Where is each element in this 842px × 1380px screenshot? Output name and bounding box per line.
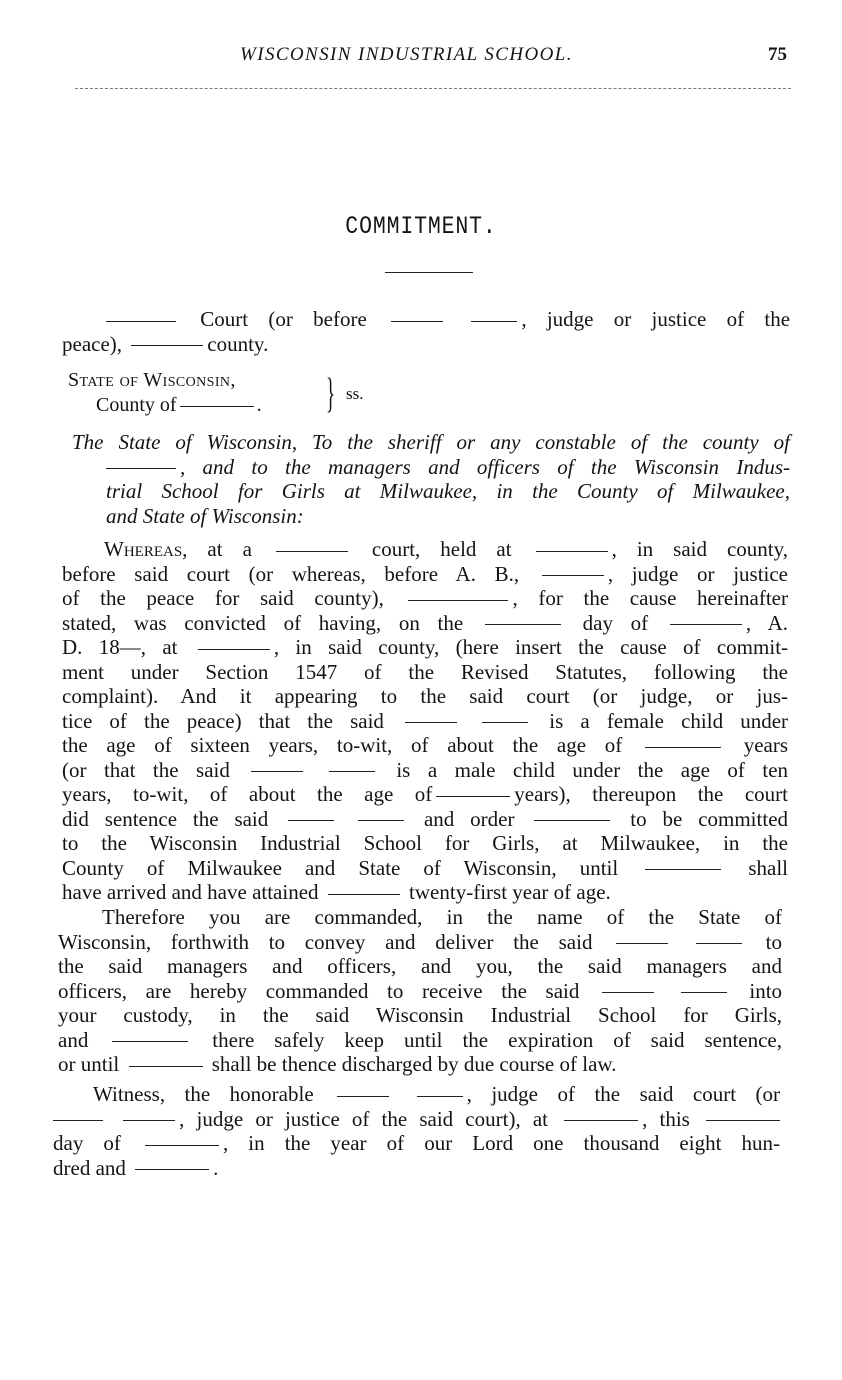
address-line: trial School for Girls at Milwaukee, in the County of Milwaukee, [106, 479, 790, 503]
blank-line [131, 345, 203, 346]
blank-line [482, 722, 528, 723]
running-title: WISCONSIN INDUSTRIAL SCHOOL. [240, 44, 573, 65]
blank-line [405, 722, 457, 723]
blank-line [129, 1066, 203, 1067]
header-rule [75, 88, 791, 89]
paragraph-whereas: Whereas, at a court, held at , in said county, before said court (or whereas, before A. B., , judge or justice of the peace for said county), , for the cause hereinafter stated, was convicted of having, on the day of , A. D. 18—, at , in said county, (here insert the cause of commit- ment under Section 1547 of the Revised Statutes, following the complaint). And it appearing to the said court (or judge, or jus- tice of the peace) that the said is a female child under the age of sixteen years, to-wit, of about the age of years (or that the said is a male child under the age of ten years, to-wit, of about the age of years), thereupon the court did sentence the said and order to be committed to the Wisconsin Industrial School for Girls, at Milwaukee, in the County of Milwaukee and State of Wisconsin, until shall have arrived and have attained twenty-first year of age. [62, 537, 789, 904]
brace: } [326, 371, 336, 417]
blank-line [135, 1169, 209, 1170]
blank-line [198, 649, 270, 650]
blank-line [536, 551, 608, 552]
address-line: and State of Wisconsin: [106, 503, 304, 528]
blank-line [436, 796, 510, 797]
blank-line [706, 1120, 780, 1121]
blank-line [358, 820, 404, 821]
blank-line [180, 406, 254, 407]
address-line: , and to the managers and officers of the Wisconsin Indus- [72, 455, 790, 480]
blank-line [408, 600, 508, 601]
blank-line [106, 321, 176, 322]
blank-line [602, 992, 654, 993]
blank-line [391, 321, 443, 322]
blank-line [417, 1096, 463, 1097]
page-heading: COMMITMENT. [345, 212, 497, 241]
blank-line [616, 943, 668, 944]
heading-rule [385, 272, 473, 273]
blank-line [670, 624, 742, 625]
running-head [0, 44, 842, 74]
blank-line [696, 943, 742, 944]
blank-line [53, 1120, 103, 1121]
blank-line [485, 624, 561, 625]
page-number: 75 [768, 44, 787, 65]
address-block [72, 430, 790, 528]
blank-line [145, 1145, 219, 1146]
blank-line [112, 1041, 188, 1042]
blank-line [276, 551, 348, 552]
blank-line [288, 820, 334, 821]
blank-line [123, 1120, 175, 1121]
blank-line [645, 747, 721, 748]
caption-state: State of Wisconsin, [68, 369, 236, 391]
blank-line [681, 992, 727, 993]
blank-line [534, 820, 610, 821]
caption-county: County of . [96, 394, 262, 416]
blank-line [645, 869, 721, 870]
address-line: The State of Wisconsin, To the sheriff or any constable of the county of [72, 430, 790, 454]
blank-line [542, 575, 604, 576]
court-line-2: peace), county. [62, 331, 269, 356]
blank-line [329, 771, 375, 772]
caption-ss: ss. [346, 384, 364, 403]
blank-line [564, 1120, 638, 1121]
blank-line [251, 771, 303, 772]
paragraph-witness: Witness, the honorable , judge of the said court (or , judge or justice of the said court), at , this day of , in the year of our Lord one thousand eight hun- dred and . [53, 1082, 781, 1180]
paragraph-therefore: Therefore you are commanded, in the name of the State of Wisconsin, forthwith to convey and deliver the said to the said managers and officers, and you, the said managers and officers, are hereby commanded to receive the said into your custody, in the said Wisconsin Industrial School for Girls, and there safely keep until the expiration of said sentence, or until shall be thence discharged by due course of law. [58, 905, 783, 1076]
court-line-1: Court (or before , judge or justice of the [62, 307, 790, 332]
court-line [62, 307, 790, 356]
blank-line [328, 894, 400, 895]
venue-caption [68, 368, 388, 424]
blank-line [471, 321, 517, 322]
blank-line [106, 468, 176, 469]
blank-line [337, 1096, 389, 1097]
